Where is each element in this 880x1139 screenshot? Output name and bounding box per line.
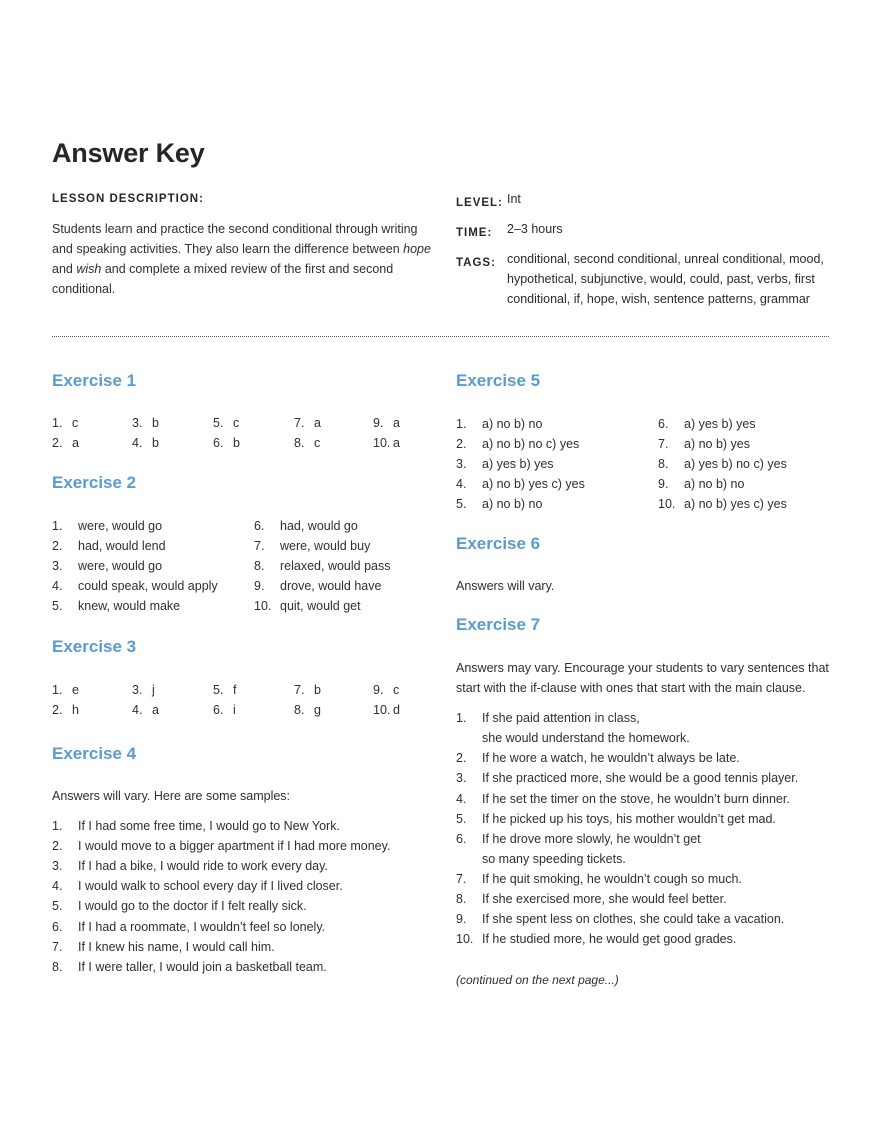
exercise-3-item-number: 3. [132,683,143,697]
exercise-7-item-number: 4. [456,791,467,806]
exercise-3-item-answer: d [393,703,400,717]
exercise-2-item-answer: had, would lend [78,539,166,553]
exercise-6-heading: Exercise 6 [456,534,541,553]
exercise-4-item-number: 8. [52,959,63,974]
page-title: Answer Key [52,138,205,168]
exercise-1-item-answer: c [233,416,240,430]
exercise-7-item-answer: If she practiced more, she would be a good tennis player. [482,771,799,786]
exercise-5-item-answer: a) no b) no [482,497,543,511]
exercise-2-item-answer: were, would buy [280,539,371,553]
exercise-7-item-number: 7. [456,872,467,886]
exercise-5-item-number: 10. [658,497,676,511]
exercise-1-item-number: 5. [213,416,224,430]
exercise-3-item-number: 6. [213,703,224,717]
exercise-1-item-number: 1. [52,416,63,430]
exercise-5-item-answer: a) no b) no c) yes [482,437,580,451]
lesson-word-hope: hope [403,242,431,256]
exercise-6-text: Answers will vary. [456,579,555,593]
exercise-3-item-number: 1. [52,683,63,697]
exercise-1-item-answer: c [72,416,79,430]
exercise-4-intro: Answers will vary. Here are some samples: [52,789,291,803]
lesson-text-post: and complete a mixed review of the first and second conditional. [52,262,394,296]
exercise-3-item-number: 5. [213,683,224,697]
exercise-5-item-answer: a) no b) no [684,477,745,491]
exercise-2-item-number: 9. [254,579,265,593]
exercise-4-item-number: 6. [52,919,63,934]
exercise-3-item-answer: h [72,703,79,717]
exercise-2-item-answer: relaxed, would pass [280,559,391,573]
exercise-2-item-number: 3. [52,559,63,573]
exercise-2-item-answer: had, would go [280,519,358,533]
exercise-1-item-number: 4. [132,436,143,450]
exercise-2-item-number: 4. [52,579,63,593]
exercise-4-item-number: 4. [52,879,63,894]
exercise-7-item-number: 6. [456,831,467,846]
exercise-5-heading: Exercise 5 [456,371,541,390]
exercise-3-item-number: 4. [132,703,143,717]
exercise-7-item-number: 1. [456,711,467,725]
exercise-2-item-answer: knew, would make [78,599,181,613]
exercise-2-item-number: 7. [254,539,265,553]
lesson-text-and: and [52,262,77,276]
exercise-7-item-number: 8. [456,892,467,907]
exercise-7-intro-line-2: start with the if-clause with ones that start with the main clause. [456,681,806,695]
exercise-7-item-answer: If he picked up his toys, his mother wouldn’t get mad. [482,811,776,826]
exercise-3-item-answer: f [233,683,237,697]
exercise-5-item-answer: a) yes b) yes [684,417,756,431]
exercise-7-item-number: 10. [456,932,474,947]
exercise-7-item-answer: If he studied more, he would get good grades. [482,932,737,947]
exercise-3-item-answer: b [314,683,321,697]
exercise-1-item-answer: b [152,436,159,450]
exercise-1-item-number: 9. [373,416,384,430]
exercise-5-item-number: 4. [456,477,467,491]
exercise-5-item-answer: a) no b) yes c) yes [482,477,585,491]
time-value: 2–3 hours [507,222,563,236]
section-divider [52,336,829,337]
exercise-5-item-answer: a) no b) no [482,417,543,431]
tags-label: TAGS: [456,257,496,269]
exercise-7-item-answer: If she spent less on clothes, she could take a vacation. [482,912,785,927]
lesson-word-wish: wish [76,262,102,276]
exercise-7-item-answer-continued: so many speeding tickets. [482,851,626,866]
exercise-4-item-number: 1. [52,819,63,833]
exercise-5-item-number: 7. [658,437,669,451]
exercise-3-item-answer: i [233,703,236,717]
exercise-7-heading: Exercise 7 [456,615,541,634]
exercise-4-item-number: 5. [52,899,63,914]
exercise-1-item-number: 10. [373,436,391,450]
exercise-5-item-number: 1. [456,417,467,431]
exercise-4-item-number: 7. [52,939,63,954]
exercise-4-item-answer: If I had a roommate, I wouldn’t feel so lonely. [78,919,326,934]
exercise-2-item-answer: were, would go [78,559,163,573]
exercise-2-item-number: 10. [254,599,272,613]
exercise-4-item-number: 3. [52,859,63,874]
exercise-3-item-number: 9. [373,683,384,697]
exercise-2-item-number: 5. [52,599,63,613]
exercise-1-item-number: 3. [132,416,143,430]
exercise-7-item-answer: If he wore a watch, he wouldn’t always be late. [482,751,740,766]
exercise-5-item-number: 3. [456,457,467,471]
exercise-1-item-answer: b [152,416,159,430]
exercise-7-item-answer: If she paid attention in class, [482,711,640,725]
exercise-5-item-number: 5. [456,497,467,511]
exercise-3-item-answer: g [314,703,321,717]
exercise-4-item-answer: I would walk to school every day if I lived closer. [78,879,343,894]
exercise-7-item-answer: If he quit smoking, he wouldn’t cough so much. [482,872,742,886]
exercise-1-item-number: 7. [294,416,305,430]
exercise-3-item-answer: a [152,703,159,717]
exercise-1-item-answer: a [393,416,400,430]
exercise-4-item-number: 2. [52,839,63,854]
exercise-1-item-number: 8. [294,436,305,450]
exercise-2-item-number: 1. [52,519,63,533]
exercise-1-item-number: 2. [52,436,63,450]
exercise-4-item-answer: I would move to a bigger apartment if I had more money. [78,839,391,854]
level-value: Int [507,192,521,206]
exercise-3-item-answer: e [72,683,79,697]
exercise-2-item-number: 6. [254,519,265,533]
exercise-4-item-answer: If I knew his name, I would call him. [78,939,275,954]
exercise-1-item-answer: a [393,436,400,450]
exercise-1-item-answer: a [72,436,79,450]
exercise-1-item-answer: c [314,436,321,450]
exercise-2-item-answer: were, would go [78,519,163,533]
exercise-7-item-answer: If he drove more slowly, he wouldn’t get [482,831,701,846]
exercise-4-item-answer: If I had a bike, I would ride to work every day. [78,859,328,874]
exercise-5-item-answer: a) no b) yes [684,437,751,451]
exercise-4-heading: Exercise 4 [52,744,137,763]
tags-value: conditional, second conditional, unreal conditional, mood, hypothetical, subjunctive, would, could, past, verbs, first conditional, if, hope, wish, sentence patterns, grammar [507,252,824,306]
exercise-3-item-number: 10. [373,703,391,717]
exercise-5-item-number: 8. [658,457,669,471]
exercise-2-item-number: 2. [52,539,63,553]
exercise-1-heading: Exercise 1 [52,371,137,390]
exercise-3-heading: Exercise 3 [52,637,137,656]
exercise-2-item-number: 8. [254,559,265,573]
lesson-description-label: LESSON DESCRIPTION: [52,193,204,205]
exercise-2-item-answer: quit, would get [280,599,361,613]
exercise-2-heading: Exercise 2 [52,473,137,492]
lesson-description [52,219,432,299]
exercise-2-item-answer: could speak, would apply [78,579,218,593]
exercise-7-item-number: 2. [456,751,467,766]
exercise-5-item-answer: a) no b) yes c) yes [684,497,787,511]
exercise-3-item-answer: j [152,683,155,697]
continued-note: (continued on the next page...) [456,973,619,987]
lesson-text-pre: Students learn and practice the second conditional through writing and speaking activities. They also learn the difference between [52,222,418,256]
exercise-1-item-answer: a [314,416,321,430]
exercise-2-item-answer: drove, would have [280,579,382,593]
level-label: LEVEL: [456,197,503,209]
exercise-5-item-number: 2. [456,437,467,451]
exercise-7-item-number: 9. [456,912,467,927]
exercise-4-item-answer: If I were taller, I would join a basketball team. [78,959,327,974]
exercise-5-item-number: 6. [658,417,669,431]
exercise-5-item-answer: a) yes b) yes [482,457,554,471]
exercise-7-item-answer: If she exercised more, she would feel better. [482,892,727,907]
exercise-1-item-number: 6. [213,436,224,450]
exercise-7-item-number: 5. [456,811,467,826]
exercise-7-item-number: 3. [456,771,467,786]
exercise-4-item-answer: I would go to the doctor if I felt really sick. [78,899,307,914]
exercise-3-item-answer: c [393,683,400,697]
exercise-7-item-answer-continued: she would understand the homework. [482,731,690,745]
exercise-3-item-number: 8. [294,703,305,717]
exercise-3-item-number: 2. [52,703,63,717]
exercise-4-item-answer: If I had some free time, I would go to New York. [78,819,340,833]
time-label: TIME: [456,227,493,239]
exercise-7-item-answer: If he set the timer on the stove, he wouldn’t burn dinner. [482,791,790,806]
exercise-3-item-number: 7. [294,683,305,697]
exercise-7-intro-line-1: Answers may vary. Encourage your students to vary sentences that [456,661,829,675]
exercise-5-item-answer: a) yes b) no c) yes [684,457,787,471]
exercise-5-item-number: 9. [658,477,669,491]
exercise-1-item-answer: b [233,436,240,450]
